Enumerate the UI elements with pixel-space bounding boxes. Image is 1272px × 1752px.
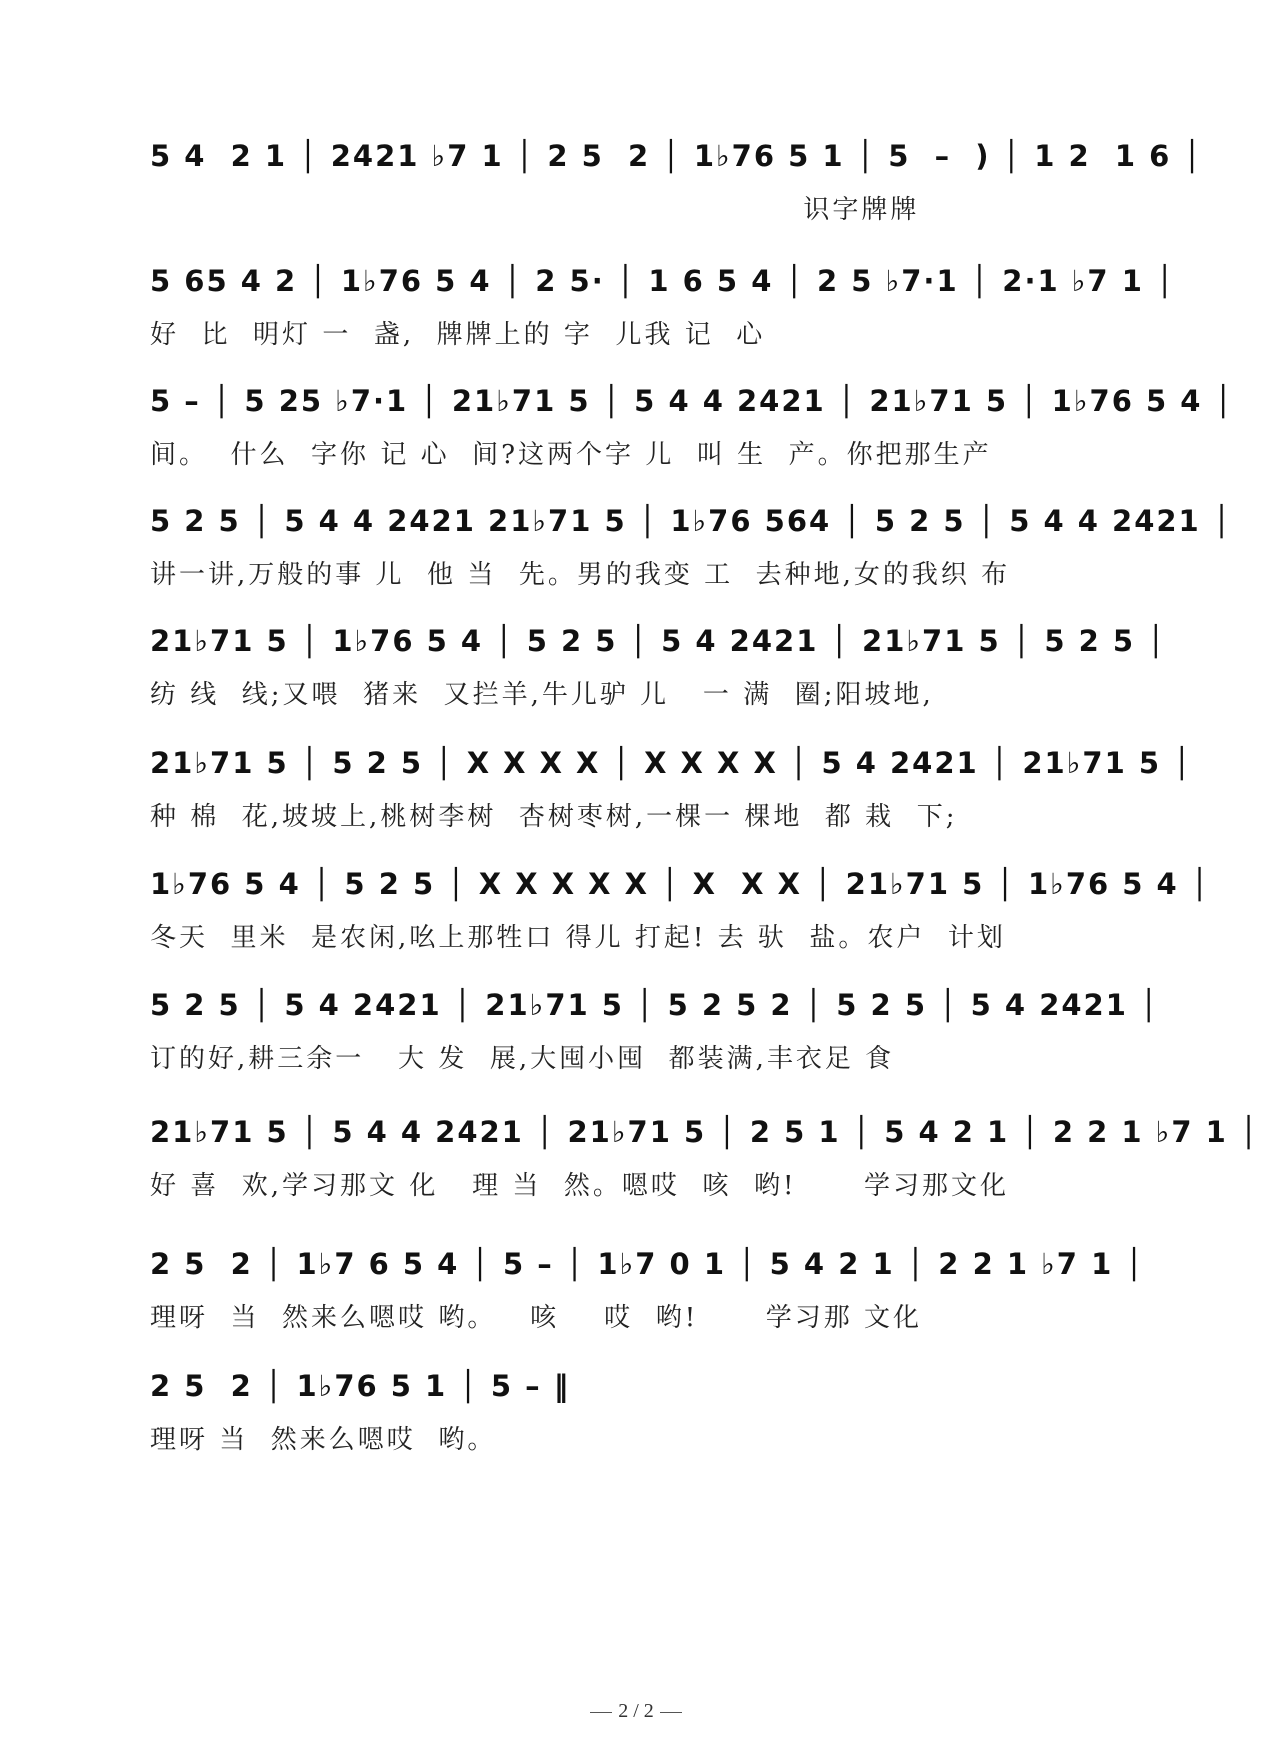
score-system <box>150 1104 1260 1224</box>
lyrics-line: 讲一讲,万般的事 儿 他 当 先。男的我变 工 去种地,女的我织 布 <box>150 560 1011 590</box>
notation-line: 5 65 4 2 │ 1♭76 5 4 │ 2 5· │ 1 6 5 4 │ 2 5 ♭7·1 │ 2·1 ♭7 1 │ <box>150 264 1176 298</box>
notation-line: 5 2 5 │ 5 4 2421 │ 21♭71 5 │ 5 2 5 2 │ 5 2 5 │ 5 4 2421 │ <box>150 988 1160 1022</box>
lyrics-line: 识字牌牌 <box>150 195 920 225</box>
page-number-label: 2 / 2 <box>618 1700 654 1722</box>
notation-line: 21♭71 5 │ 1♭76 5 4 │ 5 2 5 │ 5 4 2421 │ 21♭71 5 │ 5 2 5 │ <box>150 624 1167 658</box>
notation-line: 1♭76 5 4 │ 5 2 5 │ X X X X X │ X X X │ 21♭71 5 │ 1♭76 5 4 │ <box>150 867 1211 901</box>
footer-rule-right <box>660 1712 682 1713</box>
footer-rule-left <box>590 1712 612 1713</box>
lyrics-line: 间。 什么 字你 记 心 间?这两个字 儿 叫 生 产。你把那生产 <box>150 440 992 470</box>
score-system <box>150 373 1234 493</box>
lyrics-line: 纺 线 线;又喂 猪来 又拦羊,牛儿驴 儿 一 满 圈;阳坡地, <box>150 680 934 710</box>
lyrics-line: 冬天 里米 是农闲,吆上那牲口 得儿 打起! 去 驮 盐。农户 计划 <box>150 923 1006 953</box>
notation-line: 2 5 2 │ 1♭76 5 1 │ 5 – ‖ <box>150 1369 571 1403</box>
notation-line: 21♭71 5 │ 5 2 5 │ X X X X │ X X X X │ 5 4 2421 │ 21♭71 5 │ <box>150 746 1193 780</box>
lyrics-line: 好 比 明灯 一 盏, 牌牌上的 字 儿我 记 心 <box>150 320 766 350</box>
score-system <box>150 977 1160 1097</box>
score-system <box>150 128 1203 248</box>
score-system <box>150 735 1193 855</box>
lyrics-line: 理呀 当 然来么嗯哎 哟。 <box>150 1425 497 1455</box>
lyrics-line: 订的好,耕三余一 大 发 展,大囤小囤 都装满,丰衣足 食 <box>150 1044 895 1074</box>
page-number <box>0 1700 1272 1723</box>
notation-line: 2 5 2 │ 1♭7 6 5 4 │ 5 – │ 1♭7 0 1 │ 5 4 2 1 │ 2 2 1 ♭7 1 │ <box>150 1247 1145 1281</box>
lyrics-line: 理呀 当 然来么嗯哎 哟。 咳 哎 哟! 学习那 文化 <box>150 1303 923 1333</box>
notation-line: 5 2 5 │ 5 4 4 2421 21♭71 5 │ 1♭76 564 │ 5 2 5 │ 5 4 4 2421 │ <box>150 504 1233 538</box>
score-system <box>150 253 1176 373</box>
notation-line: 5 – │ 5 25 ♭7·1 │ 21♭71 5 │ 5 4 4 2421 │ 21♭71 5 │ 1♭76 5 4 │ <box>150 384 1234 418</box>
score-system <box>150 1358 1150 1478</box>
lyrics-line: 种 棉 花,坡坡上,桃树李树 杏树枣树,一棵一 棵地 都 栽 下; <box>150 802 958 832</box>
lyrics-line: 好 喜 欢,学习那文 化 理 当 然。嗯哎 咳 哟! 学习那文化 <box>150 1171 1010 1201</box>
score-system <box>150 493 1233 613</box>
score-system <box>150 856 1211 976</box>
score-system <box>150 1236 1150 1356</box>
score-system <box>150 613 1167 733</box>
notation-line: 5 4 2 1 │ 2421 ♭7 1 │ 2 5 2 │ 1♭76 5 1 │ 5 – ) │ 1 2 1 6 │ <box>150 139 1203 173</box>
notation-line: 21♭71 5 │ 5 4 4 2421 │ 21♭71 5 │ 2 5 1 │ 5 4 2 1 │ 2 2 1 ♭7 1 │ <box>150 1115 1260 1149</box>
